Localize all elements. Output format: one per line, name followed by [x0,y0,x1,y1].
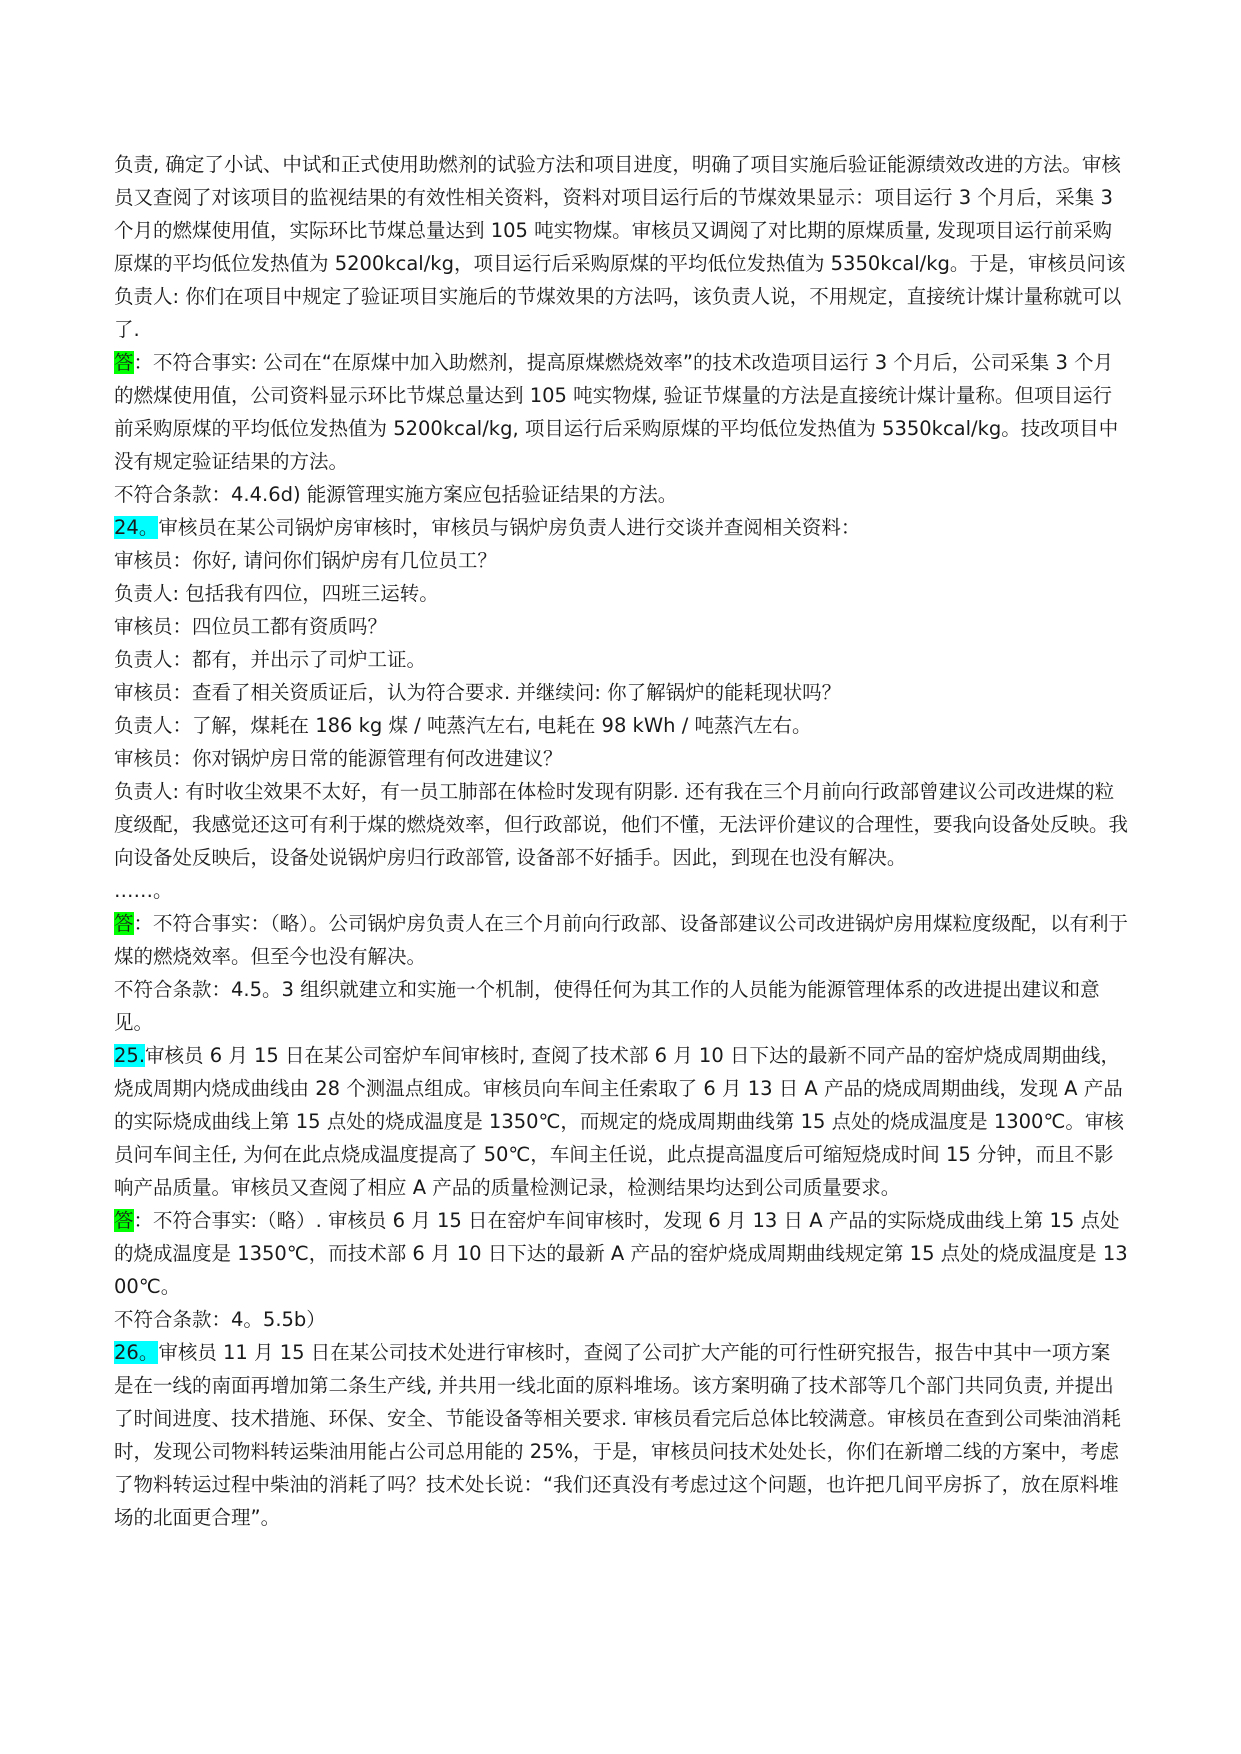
clause-paragraph: 不符合条款：4.5。3 组织就建立和实施一个机制，使得任何为其工作的人员能为能源管理体系的改进提出建议和意见。 [114,978,1100,1034]
document-page [114,148,1129,1534]
question-text: 审核员在某公司锅炉房审核时，审核员与锅炉房负责人进行交谈并查阅相关资料： [158,516,861,539]
answer-text: ：不符合事实: 公司在“在原煤中加入助燃剂，提高原煤燃烧效率”的技术改造项目运行 3 个月后，公司采集 3 个月的燃煤使用值，公司资料显示环比节煤总量达到 105 吨实物煤, 验证节煤量的方法是直接统计煤计量称。但项目运行前采购原煤的平均低位发热值为 5200kcal/kg, 项目运行后采购原煤的平均低位发热值为 5350kcal/kg。技改项目中没有规定验证结果的方法。 [114,351,1119,473]
answer-marker: 答 [114,351,134,374]
question-number: 26。 [114,1341,159,1364]
answer-marker: 答 [114,1209,134,1232]
question-text: 审核员 11 月 15 日在某公司技术处进行审核时，查阅了公司扩大产能的可行性研究报告，报告中其中一项方案是在一线的南面再增加第二条生产线, 并共用一线北面的原料堆场。该方案明确了技术部等几个部门共同负责, 并提出了时间进度、技术措施、环保、安全、节能设备等相关要求. 审核员看完后总体比较满意。审核员在查到公司柴油消耗时，发现公司物料转运柴油用能占公司总用能的 25%，于是，审核员问技术处处长，你们在新增二线的方案中，考虑了物料转运过程中柴油的消耗了吗？技术处长说：“我们还真没有考虑过这个问题，也许把几间平房拆了，放在原料堆场的北面更合理”。 [114,1341,1121,1529]
dialogue-line: 审核员：你对锅炉房日常的能源管理有何改进建议？ [114,747,563,770]
question-paragraph [114,511,1129,544]
ellipsis-line: ……。 [114,879,173,902]
answer-marker: 答 [114,912,134,935]
answer-paragraph [114,907,1129,973]
question-number: 25. [114,1044,146,1067]
dialogue-line: 负责人: 有时收尘效果不太好，有一员工肺部在体检时发现有阴影. 还有我在三个月前向行政部曾建议公司改进煤的粒度级配，我感觉还这可有利于煤的燃烧效率，但行政部说，他们不懂，无法评价建议的合理性，要我向设备处反映。我向设备处反映后，设备处说锅炉房归行政部管, 设备部不好插手。因此，到现在也没有解决。 [114,780,1129,869]
answer-paragraph [114,346,1129,478]
dialogue-line: 负责人：都有，并出示了司炉工证。 [114,648,427,671]
clause-paragraph: 不符合条款：4.4.6d) 能源管理实施方案应包括验证结果的方法。 [114,483,678,506]
question-text: 审核员 6 月 15 日在某公司窑炉车间审核时, 查阅了技术部 6 月 10 日下达的最新不同产品的窑炉烧成周期曲线，烧成周期内烧成曲线由 28 个测温点组成。审核员向车间主任索取了 6 月 13 日 A 产品的烧成周期曲线，发现 A 产品的实际烧成曲线上第 15 点处的烧成温度是 1350℃，而规定的烧成周期曲线第 15 点处的烧成温度是 1300℃。审核员问车间主任, 为何在此点烧成温度提高了 50℃，车间主任说，此点提高温度后可缩短烧成时间 15 分钟，而且不影响产品质量。审核员又查阅了相应 A 产品的质量检测记录，检测结果均达到公司质量要求。 [114,1044,1124,1199]
question-number: 24。 [114,516,159,539]
question-paragraph [114,1336,1129,1534]
dialogue-line: 负责人: 包括我有四位，四班三运转。 [114,582,439,605]
answer-text: ：不符合事实:（略）. 审核员 6 月 15 日在窑炉车间审核时，发现 6 月 13 日 A 产品的实际烧成曲线上第 15 点处的烧成温度是 1350℃，而技术部 6 月 10 日下达的最新 A 产品的窑炉烧成周期曲线规定第 15 点处的烧成温度是 1300℃。 [114,1209,1128,1298]
dialogue-line: 审核员：你好, 请问你们锅炉房有几位员工？ [114,549,497,572]
dialogue-line: 审核员：四位员工都有资质吗？ [114,615,388,638]
clause-paragraph: 不符合条款：4。5.5b） [114,1308,326,1331]
answer-text: ：不符合事实：（略）。公司锅炉房负责人在三个月前向行政部、设备部建议公司改进锅炉房用煤粒度级配，以有利于煤的燃烧效率。但至今也没有解决。 [114,912,1129,968]
paragraph-context: 负责, 确定了小试、中试和正式使用助燃剂的试验方法和项目进度，明确了项目实施后验证能源绩效改进的方法。审核员又查阅了对该项目的监视结果的有效性相关资料，资料对项目运行后的节煤效果显示：项目运行 3 个月后，采集 3 个月的燃煤使用值，实际环比节煤总量达到 105 吨实物煤。审核员又调阅了对比期的原煤质量, 发现项目运行前采购原煤的平均低位发热值为 5200kcal/kg，项目运行后采购原煤的平均低位发热值为 5350kcal/kg。于是，审核员问该负责人: 你们在项目中规定了验证项目实施后的节煤效果的方法吗，该负责人说，不用规定，直接统计煤计量称就可以了. [114,153,1126,341]
answer-paragraph [114,1204,1129,1303]
question-paragraph [114,1039,1129,1204]
dialogue-line: 负责人：了解，煤耗在 186 kg 煤 / 吨蒸汽左右, 电耗在 98 kWh / 吨蒸汽左右。 [114,714,812,737]
dialogue-line: 审核员：查看了相关资质证后，认为符合要求. 并继续问: 你了解锅炉的能耗现状吗？ [114,681,842,704]
